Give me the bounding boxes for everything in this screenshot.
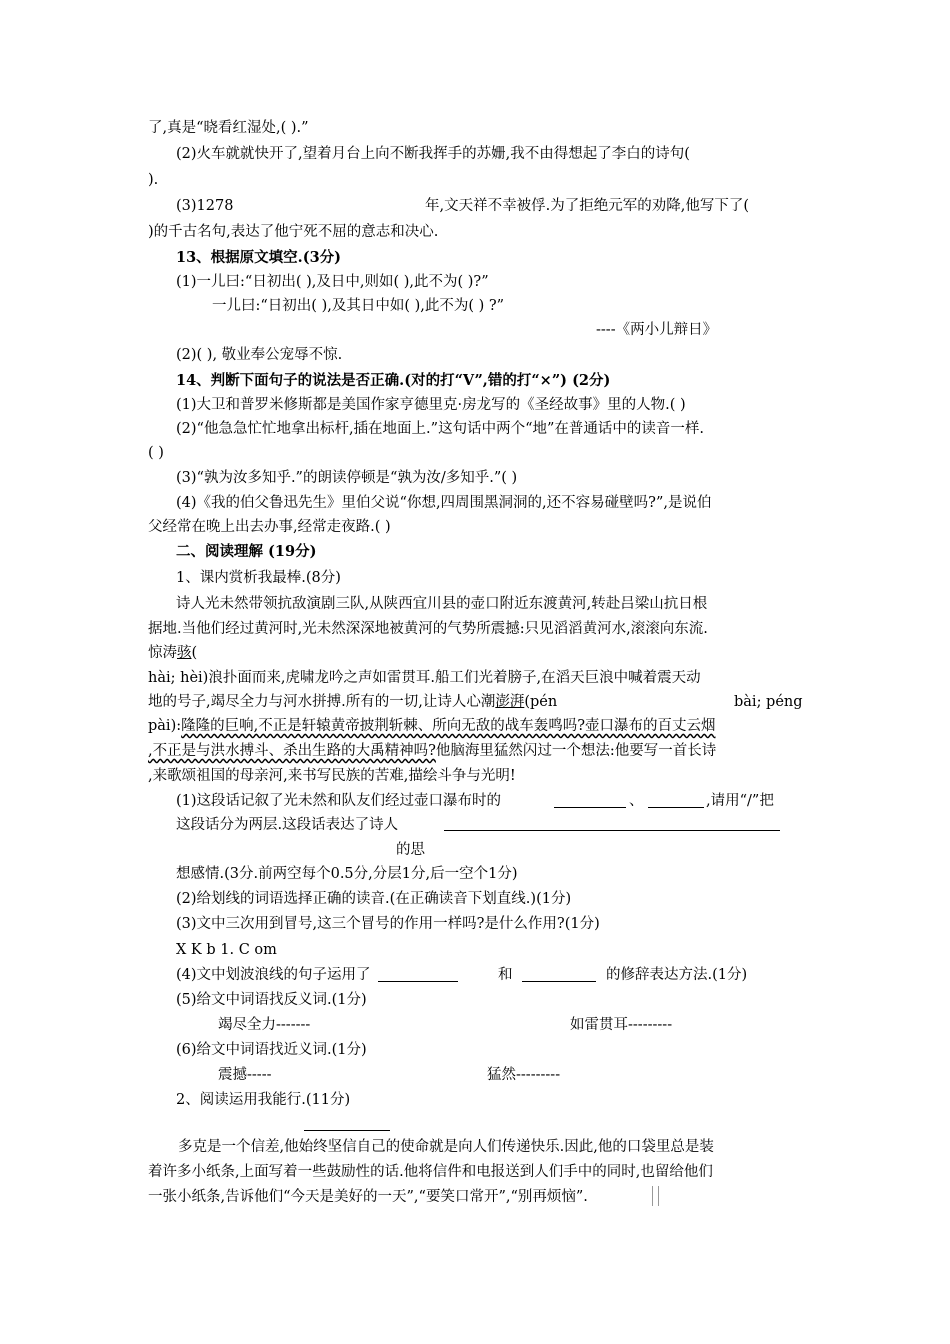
q14-line-4: (3)“孰为汝多知乎.”的朗读停顿是“孰为汝/多知乎.”( ) xyxy=(176,470,518,486)
passage-line-5d: bài; péng xyxy=(734,694,803,710)
q12-line-2: (2)火车就就快开了,望着月台上向不断我挥手的苏姗,我不由得想起了李白的诗句( xyxy=(176,146,690,162)
q12-line-5: )的千古名句,表达了他宁死不屈的意志和决心. xyxy=(148,224,439,240)
passage-line-3 xyxy=(148,643,197,663)
q14-line-5: (4)《我的伯父鲁迅先生》里伯父说“你想,四周围黑洞洞的,还不容易碰壁吗?”,是说伯 xyxy=(176,495,712,511)
wavy-sentence: ,不正是与洪水搏斗、杀出生路的大禹精神吗? xyxy=(148,743,436,759)
rq4-text-a: (4)文中划波浪线的句子运用了 xyxy=(176,967,371,983)
q14-line-6: 父经常在晚上出去办事,经常走夜路.( ) xyxy=(148,519,391,535)
q12-line-4b: 年,文天祥不幸被俘.为了拒绝元军的劝降,他写下了( xyxy=(425,198,749,214)
q12-line-3: ). xyxy=(148,172,159,188)
passage-text: 地的号子,竭尽全力与河水拼搏.所有的一切,让诗人心潮 xyxy=(148,694,496,710)
passage-line-7 xyxy=(148,741,716,761)
divider-line xyxy=(304,1130,390,1131)
q14-line-2: (2)“他急急忙忙地拿出标杆,插在地面上.”这句话中两个“地”在普通话中的读音一样. xyxy=(176,421,705,437)
rq1-text-b: 、 xyxy=(629,793,644,809)
passage-text: pài): xyxy=(148,718,182,734)
q12-line-1: 了,真是“晓看红湿处,( ).” xyxy=(148,120,309,136)
answer-blank[interactable] xyxy=(444,830,780,831)
rq5-item-a: 竭尽全力------- xyxy=(218,1017,311,1033)
rq1-text-c: ,请用“/”把 xyxy=(706,793,774,809)
passage-line-6 xyxy=(148,716,716,736)
passage-text: 他脑海里猛然闪过一个想法:他要写一首长诗 xyxy=(435,743,717,759)
rq4-text-c: 的修辞表达方法.(1分) xyxy=(606,967,748,983)
q14-line-1: (1)大卫和普罗米修斯都是美国作家亨德里克·房龙写的《圣经故事》里的人物.( ) xyxy=(176,397,686,413)
q13-title: 13、根据原文填空.(3分) xyxy=(176,249,342,266)
rq1-text-d: 这段话分为两层.这段话表达了诗人 xyxy=(176,817,399,833)
rq5-item-b: 如雷贯耳--------- xyxy=(570,1017,673,1033)
rq6-item-b: 猛然--------- xyxy=(487,1067,561,1083)
passage-line-8: ,来歌颂祖国的母亲河,来书写民族的苦难,描绘斗争与光明! xyxy=(148,768,516,784)
passage-text: 惊涛 xyxy=(148,645,177,661)
rq5-text: (5)给文中词语找反义词.(1分) xyxy=(176,992,367,1008)
answer-blank[interactable] xyxy=(554,807,626,808)
text-cursor-mark xyxy=(652,1186,653,1206)
rq1-text-a: (1)这段话记叙了光未然和队友们经过壶口瀑布时的 xyxy=(176,793,502,809)
q14-title: 14、判断下面句子的说法是否正确.(对的打“V”,错的打“×”) (2分) xyxy=(176,372,611,389)
passage-text: ( xyxy=(191,645,198,661)
q12-line-4a: (3)1278 xyxy=(176,198,234,214)
passage-line-5 xyxy=(148,692,557,712)
answer-blank[interactable] xyxy=(522,981,596,982)
reading-title: 二、阅读理解 (19分) xyxy=(176,543,317,560)
passage2-line-3: 一张小纸条,告诉他们“今天是美好的一天”,“要笑口常开”,“别再烦恼”. xyxy=(148,1189,588,1205)
answer-blank[interactable] xyxy=(378,981,458,982)
q13-line-2: 一儿曰:“日初出( ),及其日中如( ),此不为( ) ?” xyxy=(212,298,505,314)
passage2-line-2: 着许多小纸条,上面写着一些鼓励性的话.他将信件和电报送到人们手中的同时,也留给他们 xyxy=(148,1164,713,1180)
text-cursor-mark xyxy=(658,1186,659,1206)
passage-line-2: 据地.当他们经过黄河时,光未然深深地被黄河的气势所震撼:只见滔滔黄河水,滚滚向东流. xyxy=(148,621,708,637)
rq1-text-f: 想感情.(3分.前两空每个0.5分,分层1分,后一空个1分) xyxy=(176,866,518,882)
reading-sub1: 1、课内赏析我最棒.(8分) xyxy=(176,570,341,586)
q13-line-1: (1)一儿曰:“日初出( ),及日中,则如( ),此不为( )?” xyxy=(176,274,489,290)
rq1-text-e: 的思 xyxy=(396,842,425,858)
wavy-sentence: 隆隆的巨响,不正是轩辕黄帝披荆斩棘、所向无敌的战车轰鸣吗?壶口瀑布的百丈云烟 xyxy=(181,718,716,734)
q14-line-3: ( ) xyxy=(148,445,164,461)
watermark-text: X K b 1. C om xyxy=(176,942,277,958)
q13-line-3: (2)( ), 敬业奉公宠辱不惊. xyxy=(176,347,343,363)
rq6-item-a: 震撼----- xyxy=(218,1067,272,1083)
rq4-text-b: 和 xyxy=(498,967,513,983)
passage2-line-1: 多克是一个信差,他始终坚信自己的使命就是向人们传递快乐.因此,他的口袋里总是装 xyxy=(178,1139,714,1155)
reading-sub2: 2、阅读运用我能行.(11分) xyxy=(176,1092,351,1108)
underlined-word-hai: 骇 xyxy=(177,645,192,661)
passage-line-1: 诗人光未然带领抗敌演剧三队,从陕西宜川县的壶口附近东渡黄河,转赴吕梁山抗日根 xyxy=(176,596,708,612)
answer-blank[interactable] xyxy=(648,807,704,808)
underlined-word-pengpai: 澎湃 xyxy=(495,694,525,710)
rq2-text: (2)给划线的词语选择正确的读音.(在正确读音下划直线.)(1分) xyxy=(176,891,572,907)
passage-line-4: hài; hèi)浪扑面而来,虎啸龙吟之声如雷贯耳.船工们光着膀子,在滔天巨浪中喊着震天动 xyxy=(148,670,701,686)
q13-source: ----《两小儿辩日》 xyxy=(596,322,718,338)
passage-text: (pén xyxy=(524,694,558,710)
rq6-text: (6)给文中词语找近义词.(1分) xyxy=(176,1042,367,1058)
rq3-text: (3)文中三次用到冒号,这三个冒号的作用一样吗?是什么作用?(1分) xyxy=(176,916,600,932)
